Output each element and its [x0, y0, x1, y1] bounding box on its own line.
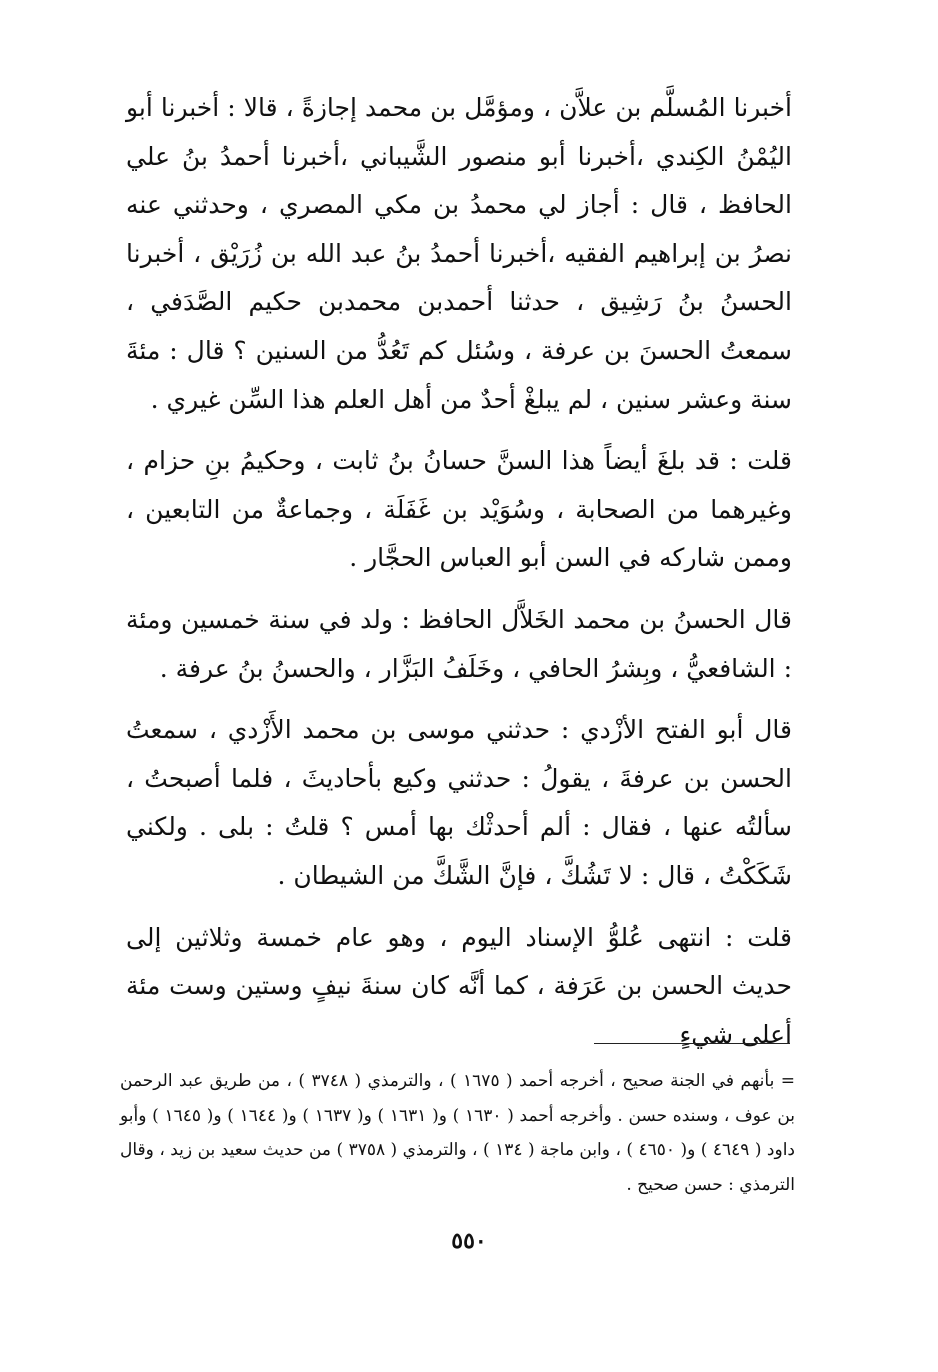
paragraph-5: قلت : انتهى عُلوُّ الإسناد اليوم ، وهو عام خمسة وثلاثين إلى حديث الحسن بن عَرَفة ، كما أنَّه كان سنةَ نيفٍ وستين وست مئة أعلى شيءٍ — [126, 922, 792, 1049]
paragraph-3: قال الحسنُ بن محمد الخَلاَّل الحافظ : ولد في سنة خمسين ومئة : الشافعيُّ ، وبِشرُ الحافي ، وخَلَفُ البَزَّار ، والحسنُ بنُ عرفة . — [126, 604, 792, 683]
paragraph-4: قال أبو الفتح الأزْدي : حدثني موسى بن محمد الأَزْدي ، سمعتُ الحسن بن عرفةَ ، يقولُ : حدثني وكيع بأحاديثَ ، فلما أصبحتُ ، سألتُه عنها ، فقال : ألم أحدثْك بها أمس ؟ قلتُ : بلى . ولكني شَكَكْتُ ، قال : لا تَشُكَّ ، فإنَّ الشَّكَّ من الشيطان . — [126, 715, 792, 890]
main-text-block — [126, 84, 792, 1059]
footnote-divider — [594, 1043, 790, 1044]
footnote: = بأنهم في الجنة صحيح ، أخرجه أحمد ( ١٦٧٥ ) ، والترمذي ( ٣٧٤٨ ) ، من طريق عبد الرحمن بن عوف ، وسنده حسن . وأخرجه أحمد ( ١٦٣٠ ) و( ١٦٣١ ) و( ١٦٣٧ ) و( ١٦٤٤ ) و( ١٦٤٥ ) وأبو داود ( ٤٦٤٩ ) و( ٤٦٥٠ ) ، وابن ماجة ( ١٣٤ ) ، والترمذي ( ٣٧٥٨ ) من حديث سعيد بن زيد ، وقال الترمذي : حسن صحيح . — [120, 1071, 796, 1195]
page-number: ٥٥٠ — [451, 1228, 487, 1254]
paragraph-2: قلت : قد بلغَ أيضاً هذا السنَّ حسانُ بنُ ثابت ، وحكيمُ بنِ حزام ، وغيرهما من الصحابة ، وسُوَيْد بن غَفَلَة ، وجماعةٌ من التابعين ، وممن شاركه في السن أبو العباس الحجَّار . — [126, 446, 792, 573]
paragraph-1: أخبرنا المُسلَّم بن علاَّن ، ومؤمَّل بن محمد إجازةً ، قالا : أخبرنا أبو اليُمْنُ الكِندي ،أخبرنا أبو منصور الشَّيباني ،أخبرنا أحمدُ بنُ علي الحافظ ، قال : أجاز لي محمدُ بن مكي المصري ، وحدثني عنه نصرُ بن إبراهيم الفقيه ،أخبرنا أحمدُ بنُ عبد الله بن زُرَيْق ، أخبرنا الحسنُ بنُ رَشِيق ، حدثنا أحمدبن محمدبن حكيم الصَّدَفي ، سمعتُ الحسنَ بن عرفة ، وسُئل كم تَعُدُّ من السنين ؟ قال : مئةَ سنة وعشر سنين ، لم يبلغْ أحدٌ من أهل العلم هذا السِّن غيري . — [126, 93, 792, 414]
